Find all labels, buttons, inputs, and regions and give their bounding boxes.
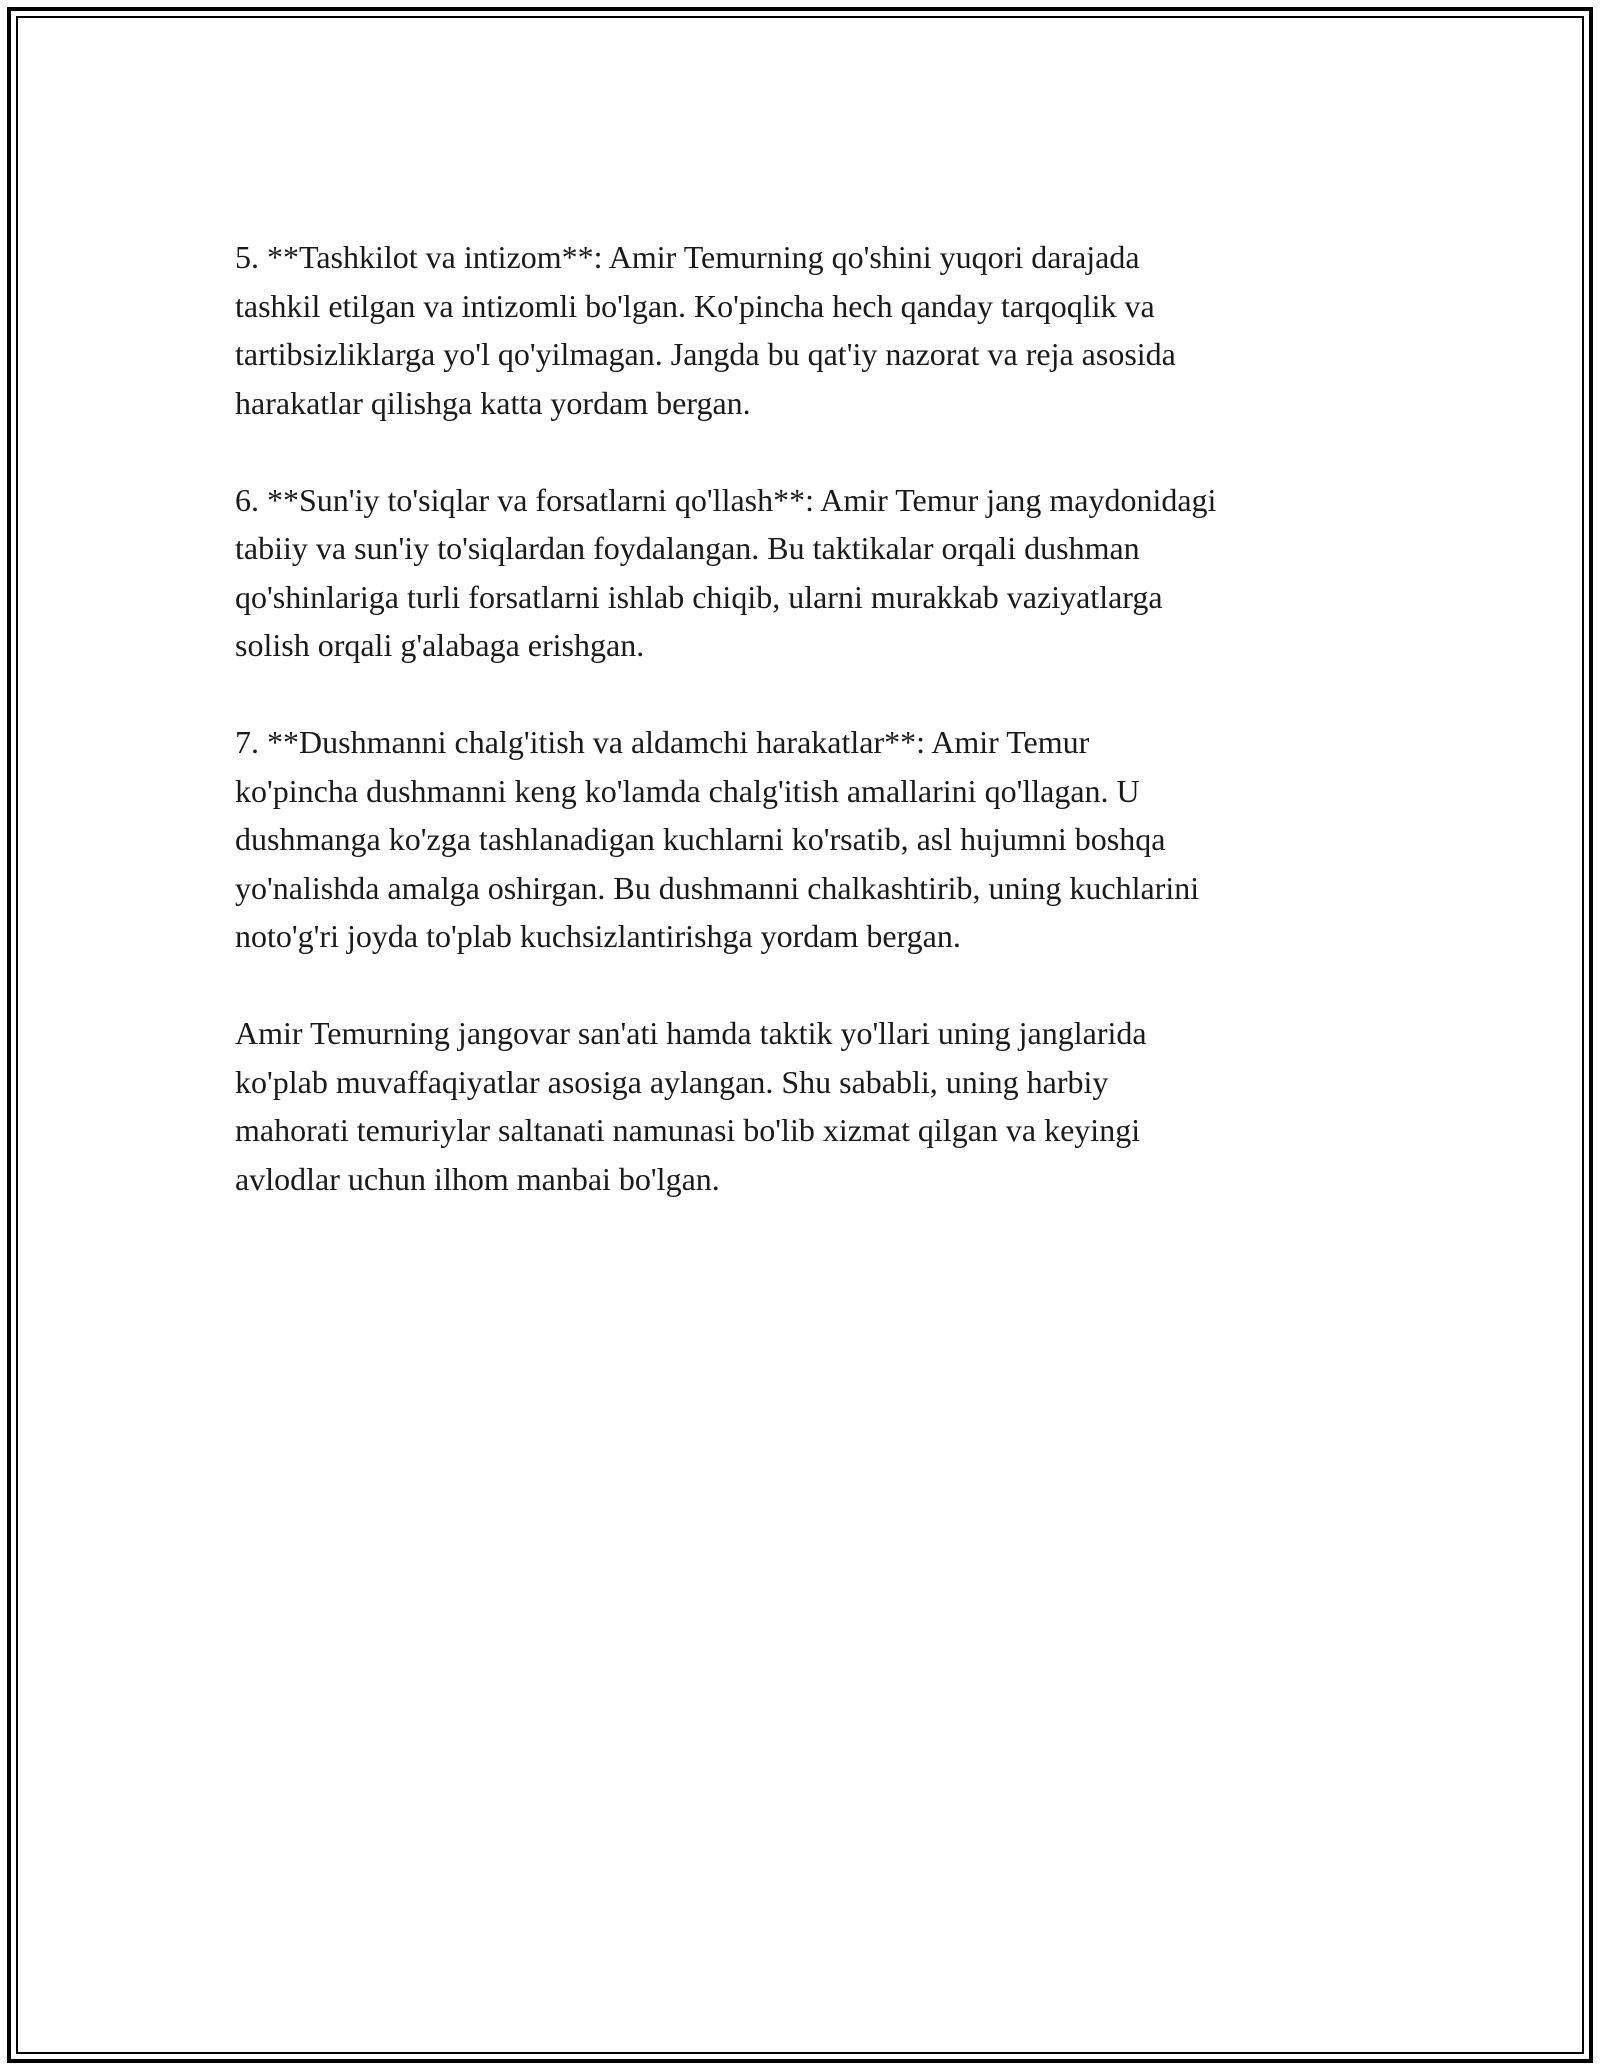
paragraph-tashkilot-intizom: 5. **Tashkilot va intizom**: Amir Temurning qo'shini yuqori darajada tashkil etilgan va intizomli bo'lgan. Ko'pincha hech qanday tarqoqlik va tartibsizliklarga yo'l qo'yilmagan. Jangda bu qat'iy nazorat va reja asosida harakatlar qilishga katta yordam bergan. (235, 239, 1176, 421)
paragraph-dushmanni-chalgitish: 7. **Dushmanni chalg'itish va aldamchi harakatlar**: Amir Temur ko'pincha dushmanni keng ko'lamda chalg'itish amallarini qo'llagan. U dushmanga ko'zga tashlanadigan kuchlarni ko'rsatib, asl hujumni boshqa yo'nalishda amalga oshirgan. Bu dushmanni chalkashtirib, uning kuchlarini noto'g'ri joyda to'plab kuchsizlantirishga yordam bergan. (235, 724, 1200, 954)
paragraph-suniy-tosiqlar: 6. **Sun'iy to'siqlar va forsatlarni qo'llash**: Amir Temur jang maydonidagi tabiiy va sun'iy to'siqlardan foydalangan. Bu taktikalar orqali dushman qo'shinlariga turli forsatlarni ishlab chiqib, ularni murakkab vaziyatlarga solish orqali g'alabaga erishgan. (235, 481, 1217, 663)
paragraph-conclusion: Amir Temurning jangovar san'ati hamda taktik yo'llari uning janglarida ko'plab muvaffaqiyatlar asosiga aylangan. Shu sababli, uning harbiy mahorati temuriylar saltanati namunasi bo'lib xizmat qilgan va keyingi avlodlar uchun ilhom manbai bo'lgan. (235, 1015, 1147, 1197)
document-body (235, 233, 1395, 1252)
